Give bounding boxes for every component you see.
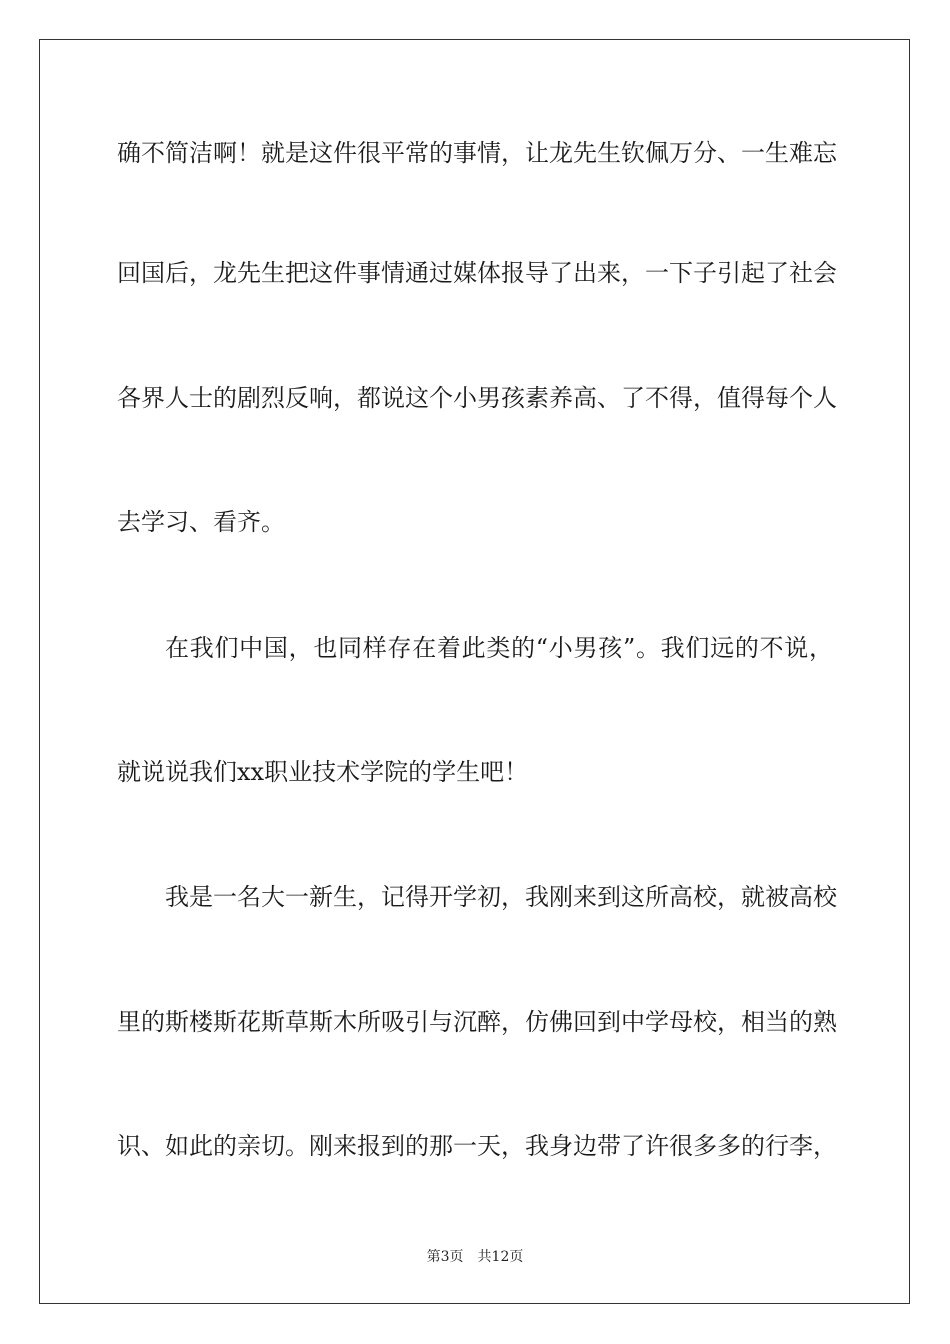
page-total: 共12页 bbox=[477, 1249, 524, 1265]
body-line-6: 就说说我们xx职业技术学院的学生吧！ bbox=[117, 758, 529, 786]
body-line-5: 在我们中国，也同样存在着此类的“小男孩”。我们远的不说， bbox=[165, 634, 833, 662]
body-line-9: 识、如此的亲切。刚来报到的那一天，我身边带了许很多多的行李， bbox=[117, 1132, 837, 1160]
body-line-1: 确不简洁啊！就是这件很平常的事情，让龙先生钦佩万分、一生难忘 bbox=[117, 139, 837, 167]
page-footer bbox=[0, 1248, 950, 1266]
body-line-7: 我是一名大一新生，记得开学初，我刚来到这所高校，就被高校 bbox=[165, 883, 837, 911]
body-line-3: 各界人士的剧烈反响，都说这个小男孩素养高、了不得，值得每个人 bbox=[117, 384, 837, 412]
page-number: 第3页 bbox=[426, 1249, 464, 1265]
body-line-2: 回国后，龙先生把这件事情通过媒体报导了出来，一下子引起了社会 bbox=[117, 259, 837, 287]
page-border bbox=[39, 39, 910, 1304]
body-line-4: 去学习、看齐。 bbox=[117, 508, 285, 536]
body-line-8: 里的斯楼斯花斯草斯木所吸引与沉醉，仿佛回到中学母校，相当的熟 bbox=[117, 1008, 837, 1036]
